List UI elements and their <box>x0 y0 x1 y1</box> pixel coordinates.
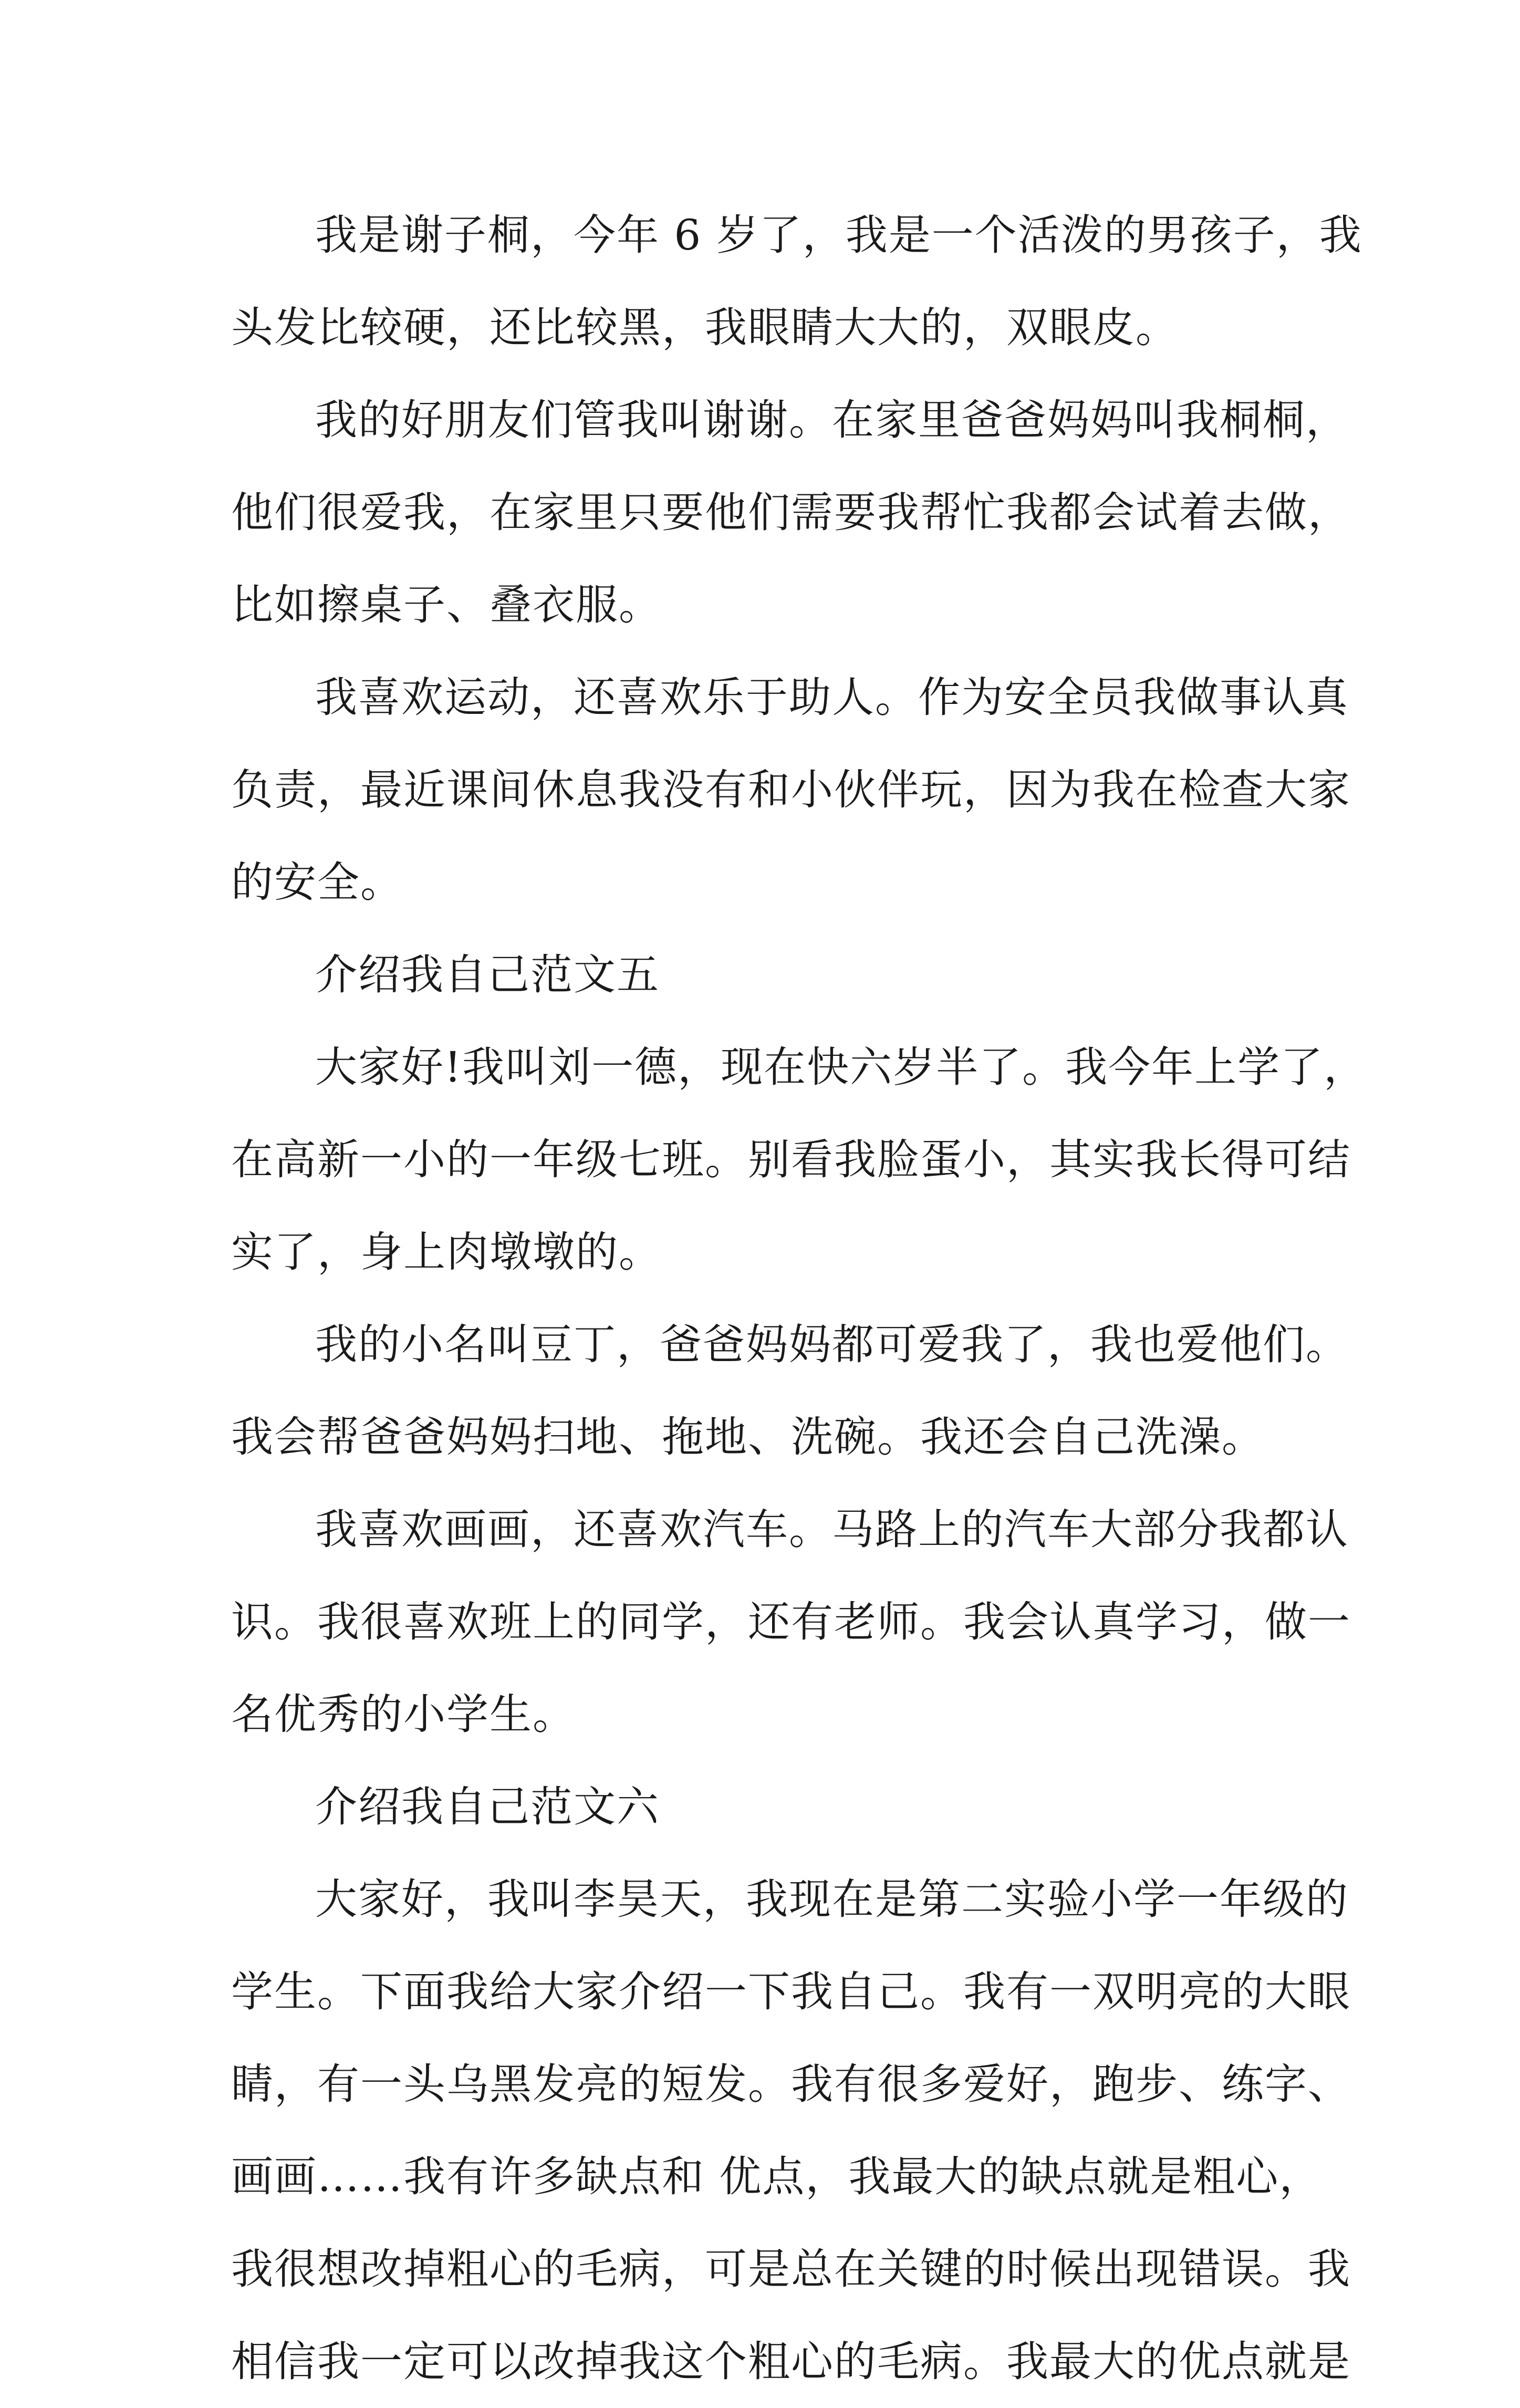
paragraph-7-line-2: 学生。下面我给大家介绍一下我自己。我有一双明亮的大眼 <box>231 1967 1351 2016</box>
paragraph-2-line-3: 比如擦桌子、叠衣服。 <box>231 580 662 629</box>
paragraph-4-line-2: 在高新一小的一年级七班。别看我脸蛋小，其实我长得可结 <box>231 1135 1351 1184</box>
paragraph-2-line-1: 我的好朋友们管我叫谢谢。在家里爸爸妈妈叫我桐桐， <box>315 396 1349 444</box>
paragraph-1-line-1: 我是谢子桐，今年 6 岁了，我是一个活泼的男孩子，我 <box>315 211 1362 260</box>
paragraph-7-line-6: 相信我一定可以改掉我这个粗心的毛病。我最大的优点就是 <box>231 2337 1351 2386</box>
paragraph-3-line-3: 的安全。 <box>231 858 403 907</box>
paragraph-3-line-2: 负责，最近课间休息我没有和小伙伴玩，因为我在检查大家 <box>231 765 1351 814</box>
paragraph-7-line-4: 画画……我有许多缺点和 优点，我最大的缺点就是粗心， <box>231 2152 1323 2201</box>
paragraph-4-line-3: 实了，身上肉墩墩的。 <box>231 1228 662 1276</box>
paragraph-7-line-1: 大家好，我叫李昊天，我现在是第二实验小学一年级的 <box>315 1875 1349 1924</box>
paragraph-2-line-2: 他们很爱我，在家里只要他们需要我帮忙我都会试着去做， <box>231 488 1351 537</box>
paragraph-6-line-1: 我喜欢画画，还喜欢汽车。马路上的汽车大部分我都认 <box>315 1505 1349 1554</box>
paragraph-7-line-5: 我很想改掉粗心的毛病，可是总在关键的时候出现错误。我 <box>231 2245 1351 2293</box>
paragraph-6-line-2: 识。我很喜欢班上的同学，还有老师。我会认真学习，做一 <box>231 1597 1351 1646</box>
paragraph-5-line-2: 我会帮爸爸妈妈扫地、拖地、洗碗。我还会自己洗澡。 <box>231 1413 1265 1461</box>
section-heading-five: 介绍我自己范文五 <box>315 950 660 999</box>
paragraph-4-line-1: 大家好!我叫刘一德，现在快六岁半了。我今年上学了， <box>315 1043 1367 1092</box>
paragraph-6-line-3: 名优秀的小学生。 <box>231 1690 576 1739</box>
paragraph-5-line-1: 我的小名叫豆丁，爸爸妈妈都可爱我了，我也爱他们。 <box>315 1320 1349 1369</box>
section-heading-six: 介绍我自己范文六 <box>315 1782 660 1831</box>
document-body <box>231 189 1367 2408</box>
paragraph-1-line-2: 头发比较硬，还比较黑，我眼睛大大的，双眼皮。 <box>231 303 1179 352</box>
paragraph-7-line-3: 睛，有一头乌黑发亮的短发。我有很多爱好，跑步、练字、 <box>231 2060 1351 2109</box>
paragraph-3-line-1: 我喜欢运动，还喜欢乐于助人。作为安全员我做事认真 <box>315 673 1349 722</box>
